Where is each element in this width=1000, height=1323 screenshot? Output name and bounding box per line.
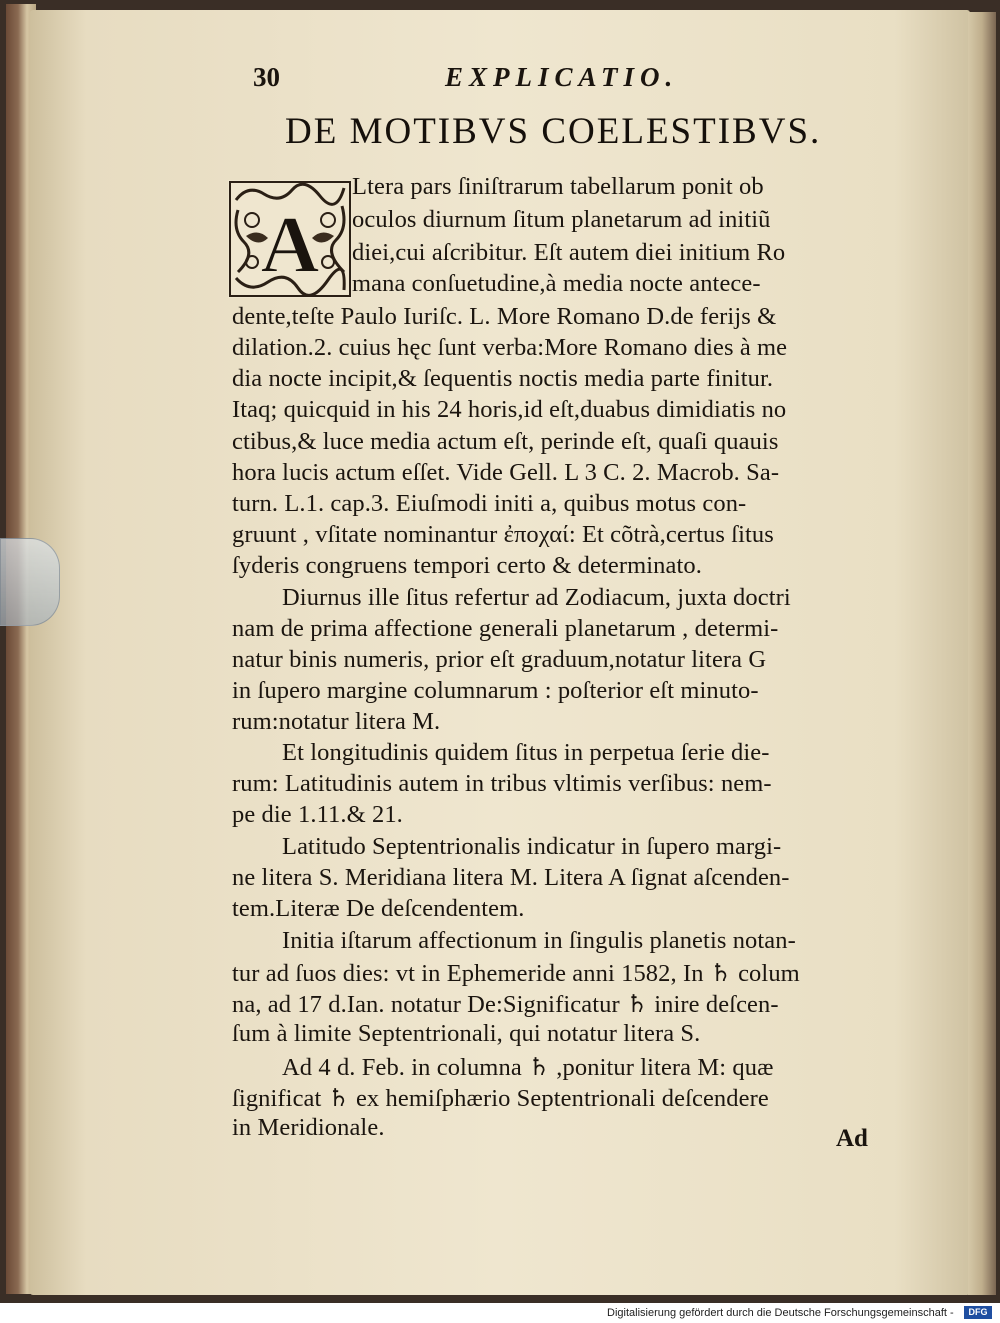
text-line: in ſupero margine columnarum : poſterior eſt minuto- — [232, 677, 759, 704]
text-line: dente,teſte Paulo Iuriſc. L. More Romano D.de ferijs & — [232, 303, 777, 330]
text-line: diei,cui aſcribitur. Eſt autem diei initium Ro — [352, 239, 786, 266]
dfg-logo: DFG — [964, 1306, 992, 1319]
text-line: gruunt , vſitate nominantur ἐποχαί: Et cõtrà,certus ſitus — [232, 521, 774, 548]
text-line: na, ad 17 d.Ian. notatur De:Significatur ♄ inire deſcen- — [232, 991, 779, 1018]
text-line: rum: Latitudinis autem in tribus vltimis verſibus: nem- — [232, 770, 772, 797]
text-line: Itaq; quicquid in his 24 horis,id eſt,duabus dimidiatis no — [232, 396, 787, 423]
text-line: hora lucis actum eſſet. Vide Gell. L 3 C. 2. Macrob. Sa- — [232, 459, 780, 486]
text-line: Initia iſtarum affectionum in ſingulis planetis notan- — [282, 927, 796, 954]
decorated-initial — [228, 180, 352, 298]
text-line: ſyderis congruens tempori certo & determinato. — [232, 552, 702, 579]
text-line: in Meridionale. — [232, 1114, 385, 1141]
running-head: EXPLICATIO. — [445, 62, 679, 92]
text-line: nam de prima affectione generali planetarum , determi- — [232, 615, 779, 642]
text-line: dilation.2. cuius hęc ſunt verba:More Romano dies à me — [232, 334, 788, 361]
text-line: pe die 1.11.& 21. — [232, 801, 403, 828]
text-line: natur binis numeris, prior eſt graduum,notatur litera G — [232, 646, 767, 673]
text-line: tem.Literæ De deſcendentem. — [232, 895, 525, 922]
text-line: turn. L.1. cap.3. Eiuſmodi initi a, quibus motus con- — [232, 490, 747, 517]
text-line: ctibus,& luce media actum eſt, perinde eſt, quaſi quauis — [232, 428, 779, 455]
text-line: oculos diurnum ſitum planetarum ad initiũ — [352, 206, 771, 233]
text-line: ſignificat ♄ ex hemiſphærio Septentrionali deſcendere — [232, 1085, 769, 1112]
funding-credit: Digitalisierung gefördert durch die Deutsche Forschungsgemeinschaft - — [607, 1307, 954, 1319]
initial-letter: A — [260, 199, 320, 290]
text-line: Ltera pars ſiniſtrarum tabellarum ponit ob — [352, 173, 764, 200]
text-line: tur ad ſuos dies: vt in Ephemeride anni 1582, In ♄ colum — [232, 960, 800, 987]
text-line: Latitudo Septentrionalis indicatur in ſupero margi- — [282, 833, 782, 860]
ornament-flourish-icon — [228, 180, 352, 298]
text-line: mana conſuetudine,à media nocte antece- — [352, 270, 761, 297]
text-line: dia nocte incipit,& ſequentis noctis media parte finitur. — [232, 365, 774, 392]
text-line: ne litera S. Meridiana litera M. Litera A ſignat aſcenden- — [232, 864, 790, 891]
text-line: rum:notatur litera M. — [232, 708, 441, 735]
text-line: Diurnus ille ſitus refertur ad Zodiacum, juxta doctri — [282, 584, 791, 611]
text-line: Ad 4 d. Feb. in columna ♄ ,ponitur litera M: quæ — [282, 1054, 774, 1081]
chapter-title: DE MOTIBVS COELESTIBVS. — [285, 111, 822, 152]
text-line: Et longitudinis quidem ſitus in perpetua ſerie die- — [282, 739, 770, 766]
page-right-edge — [968, 12, 996, 1295]
catchword: Ad — [836, 1125, 868, 1152]
plastic-page-clip — [0, 538, 60, 626]
page-number: 30 — [253, 62, 280, 92]
text-line: ſum à limite Septentrionali, qui notatur litera S. — [232, 1020, 701, 1047]
